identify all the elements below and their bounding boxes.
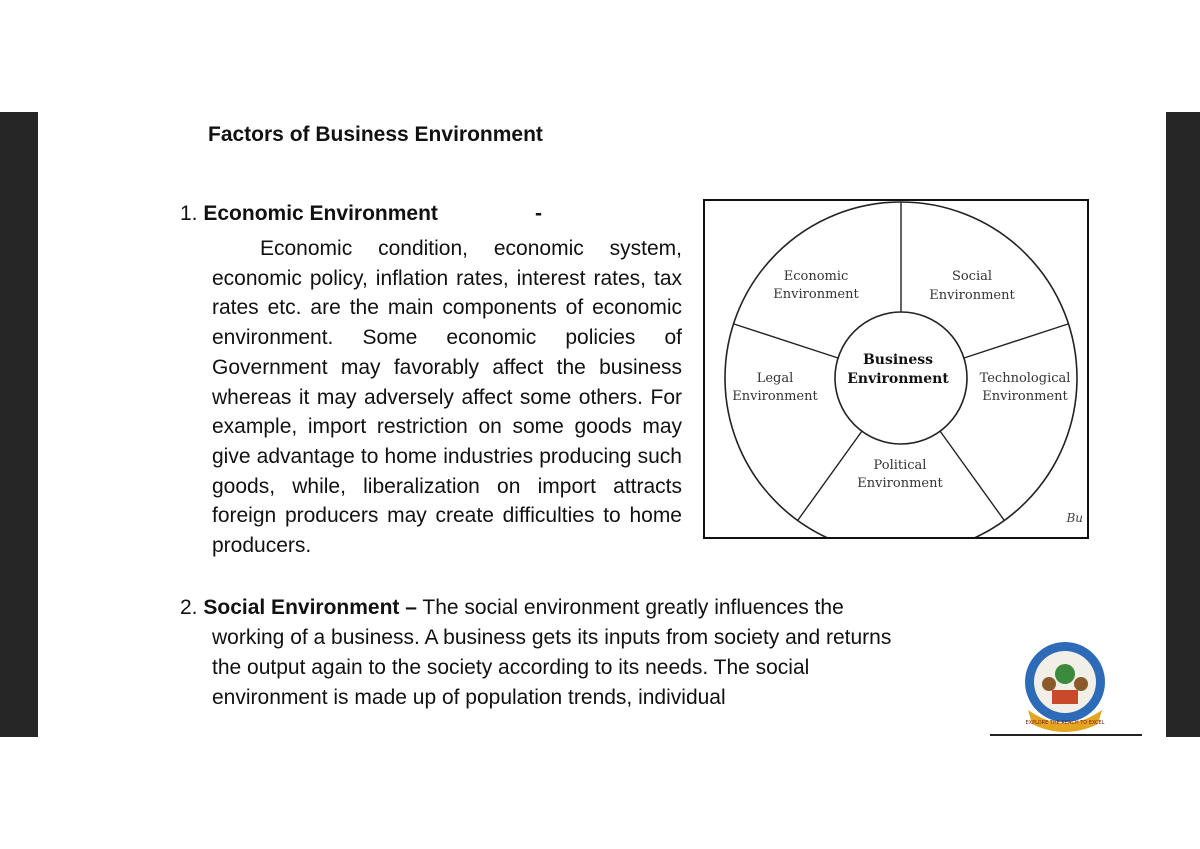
economic-paragraph-text: Economic condition, economic system, economic policy, inflation rates, interest rates, tax rates etc. are the main components of economic environment. Some economic policies of Government may favorably affect the business whereas it may adversely affect some others. For example, import restriction on some goods may give advantage to home industries producing such goods, while, liberalization on import attracts foreign producers may create difficulties to home producers.	[212, 237, 682, 558]
section-number: 2.	[180, 596, 198, 619]
diagram-corner-text: Bu	[1066, 511, 1083, 525]
page-title: Factors of Business Environment	[208, 123, 543, 146]
business-environment-diagram	[703, 199, 1089, 539]
section-number: 1.	[180, 202, 198, 225]
economic-label: Economic	[783, 269, 849, 284]
section-dash: -	[535, 202, 542, 225]
center-label-line2: Environment	[847, 371, 949, 387]
political-label: Environment	[857, 476, 943, 491]
section-economic-title	[180, 202, 542, 226]
school-emblem-icon	[1022, 640, 1108, 736]
section-social	[180, 593, 920, 713]
economic-label: Environment	[773, 287, 859, 302]
legal-label: Environment	[732, 389, 818, 404]
divider-line	[798, 431, 862, 520]
social-text-rest: working of a business. A business gets its inputs from society and returns the output again to the society according to its needs. The social environment is made up of population trends, individual	[212, 626, 892, 709]
divider-line	[964, 324, 1068, 358]
center-label-line1: Business	[862, 352, 934, 368]
section-title: Economic Environment	[203, 202, 438, 225]
political-label: Political	[873, 458, 927, 473]
diagram-wheel	[705, 201, 1087, 537]
svg-text:EXPLORE THE REACH TO EXCEL: EXPLORE THE REACH TO EXCEL	[1025, 720, 1105, 726]
technological-label: Technological	[979, 371, 1071, 386]
social-label: Environment	[929, 288, 1015, 303]
divider-line	[734, 324, 838, 358]
economic-paragraph	[212, 234, 682, 561]
divider-line	[940, 431, 1004, 520]
social-text-first: The social environment greatly influences the	[422, 596, 844, 619]
left-dark-bar	[0, 112, 38, 737]
technological-label: Environment	[982, 389, 1068, 404]
section-title: Social Environment –	[203, 596, 417, 619]
right-dark-bar	[1166, 112, 1200, 737]
social-label: Social	[951, 269, 993, 284]
legal-label: Legal	[756, 371, 794, 386]
logo-underline	[990, 734, 1142, 736]
